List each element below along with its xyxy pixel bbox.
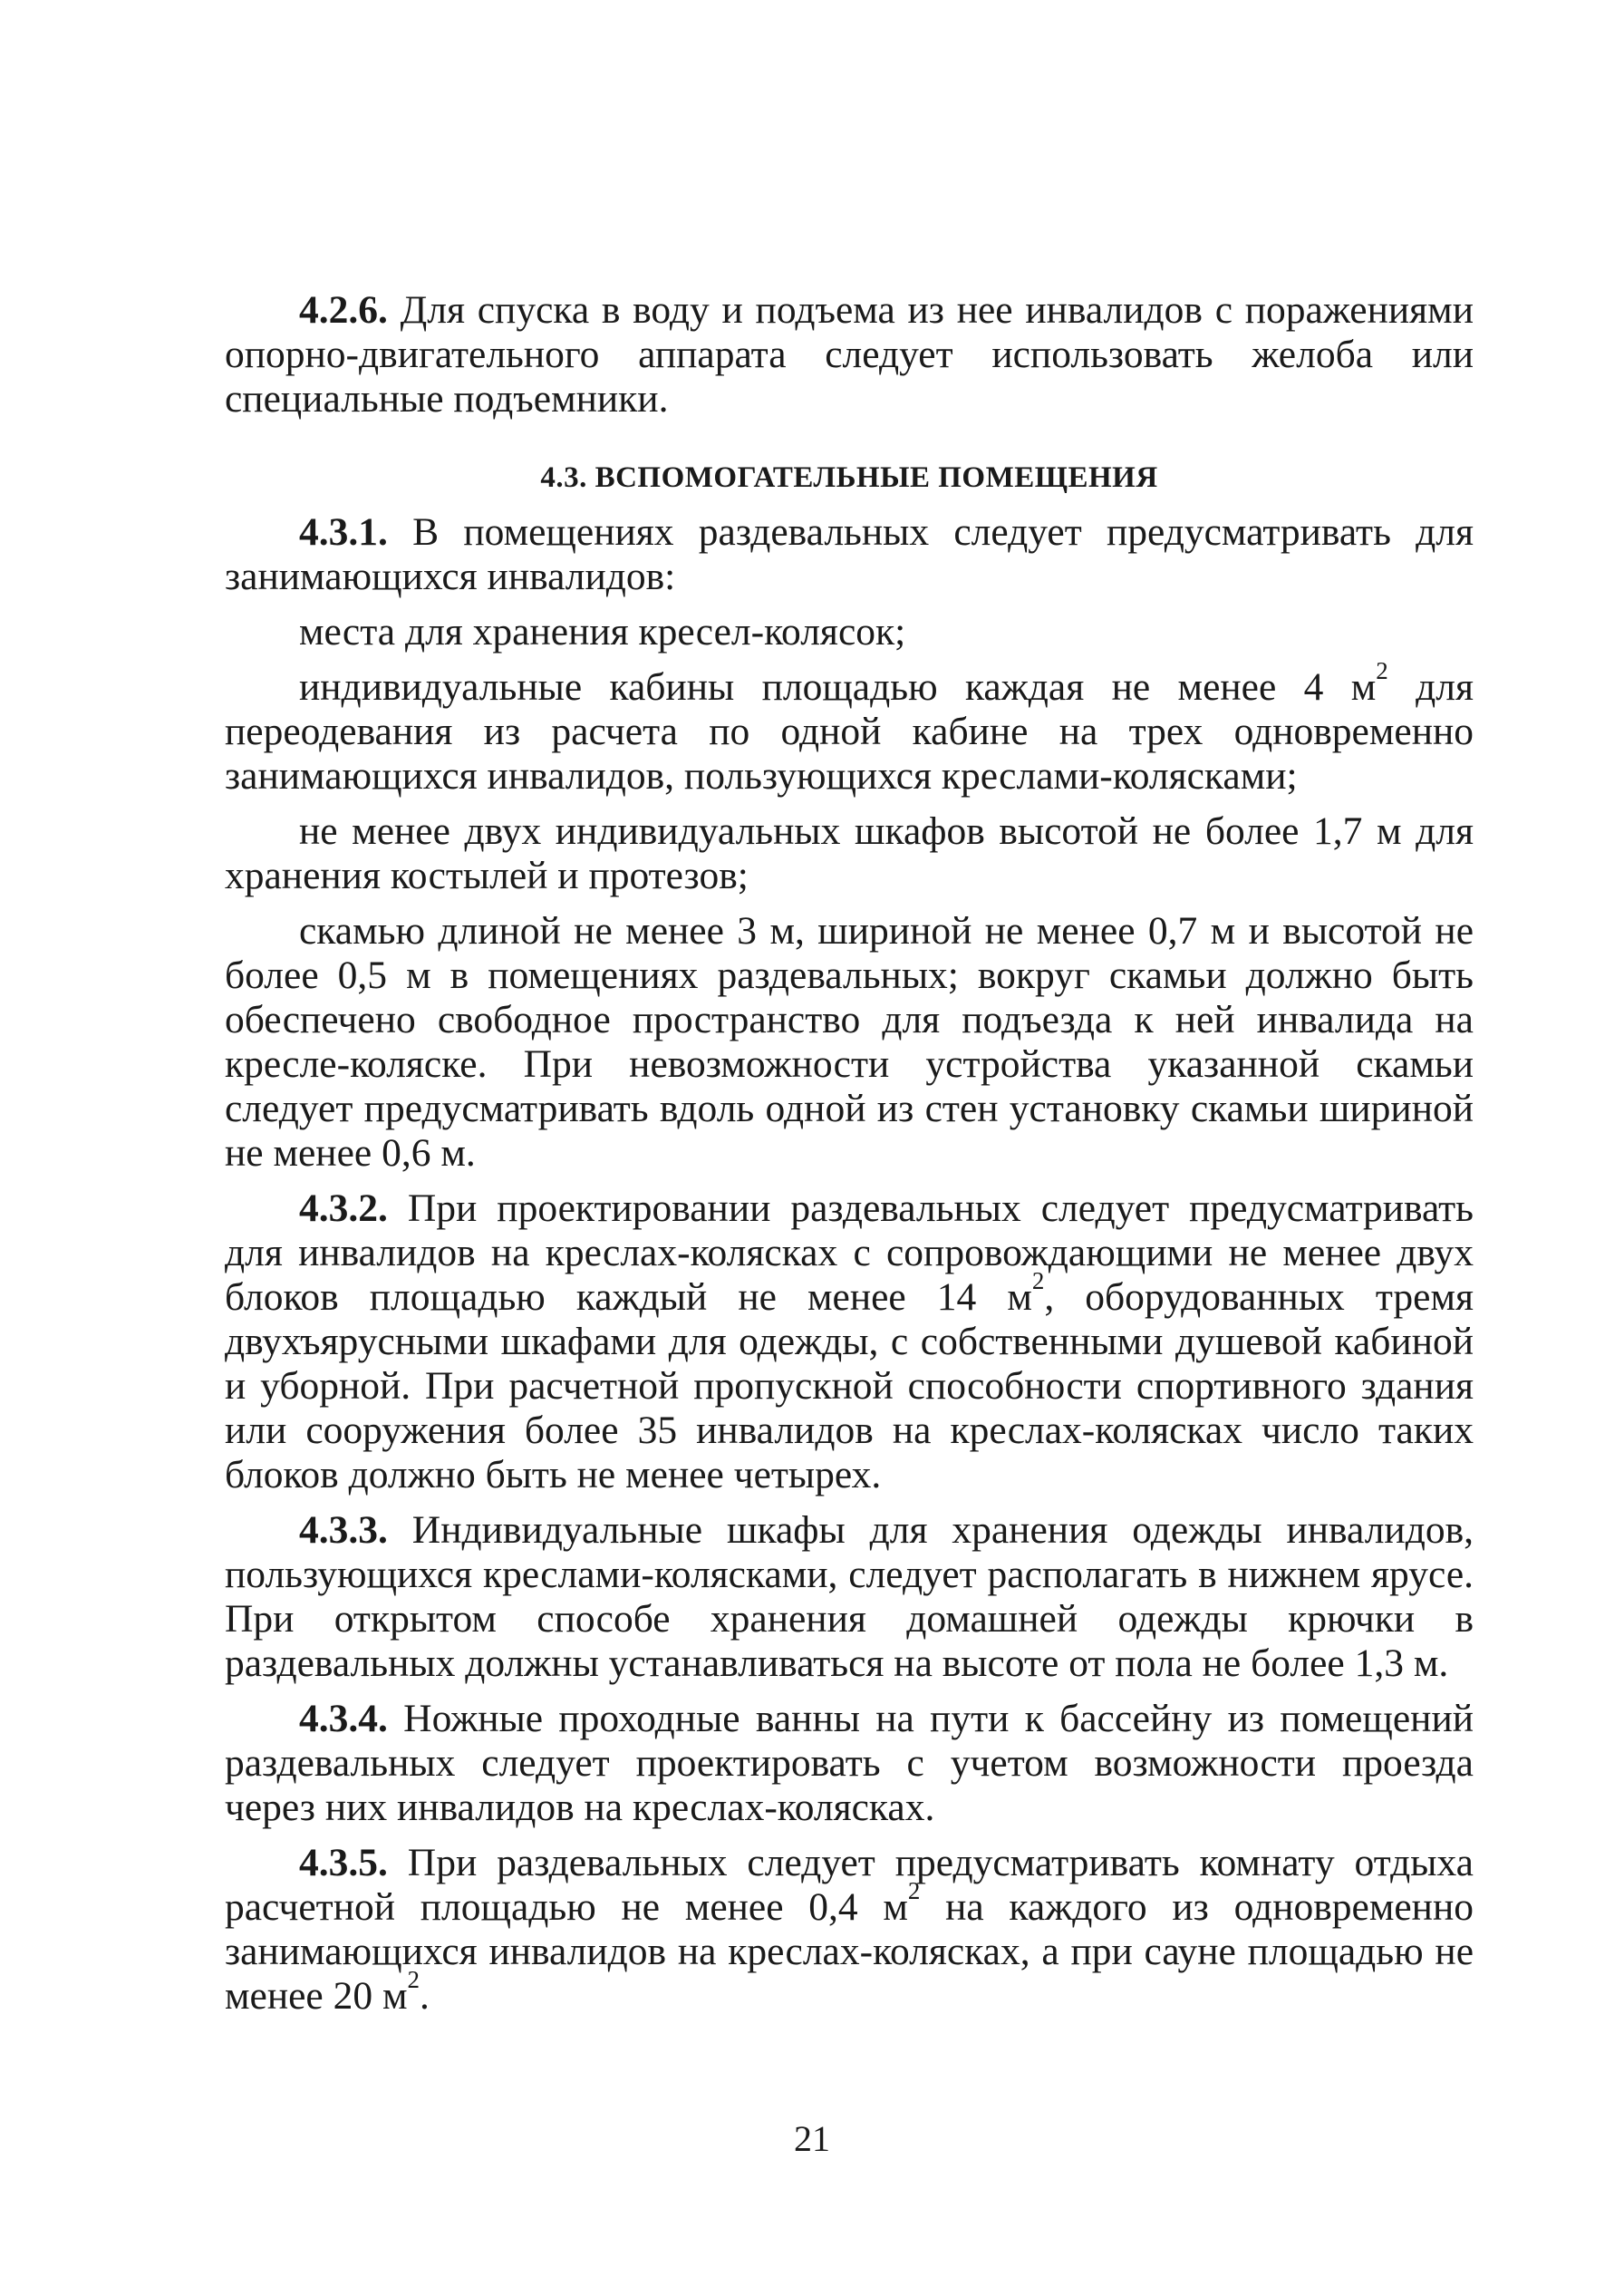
list-item-cabins [225, 657, 1474, 799]
superscript: 2 [1031, 1267, 1045, 1295]
paragraph-4-3-2 [225, 1186, 1474, 1497]
clause-number: 4.3.4. [299, 1697, 388, 1740]
page-number: 21 [794, 2118, 830, 2159]
list-item-text: не менее двух индивидуальных шкафов высотой не более 1,7 м для хранения костылей и протезов; [225, 809, 1474, 897]
clause-text: Индивидуальные шкафы для хранения одежды инвалидов, пользующихся креслами-колясками, следует располагать в нижнем ярусе. При открытом способе хранения домашней одежды крючки в раздевальных должны устанавливаться на высоте от пола не более 1,3 м. [225, 1508, 1474, 1685]
list-item-text: индивидуальные кабины площадью каждая не менее 4 м [299, 665, 1377, 709]
list-item-text-cont: для переодевания из расчета по одной кабине на трех одновременно занимающихся инвалидов, пользующихся креслами-колясками; [225, 665, 1474, 798]
clause-text: Для спуска в воду и подъема из нее инвалидов с поражениями опорно-двигательного аппарата следует использовать желоба или специальные подъемники. [225, 288, 1474, 421]
clause-text-end: . [420, 1974, 430, 2018]
paragraph-4-3-5 [225, 1841, 1474, 2019]
list-item-text: места для хранения кресел-колясок; [299, 610, 906, 654]
list-item-bench [225, 909, 1474, 1176]
list-item-chair-storage [225, 610, 1474, 654]
paragraph-4-3-4 [225, 1697, 1474, 1830]
clause-number: 4.2.6. [299, 288, 388, 332]
section-heading: 4.3. ВСПОМОГАТЕЛЬНЫЕ ПОМЕЩЕНИЯ [540, 461, 1158, 494]
paragraph-4-3-3 [225, 1508, 1474, 1686]
clause-number: 4.3.5. [299, 1841, 388, 1884]
clause-number: 4.3.2. [299, 1186, 388, 1230]
clause-text: Ножные проходные ванны на пути к бассейну из помещений раздевальных следует проектировать с учетом возможности проезда через них инвалидов на креслах-колясках. [225, 1697, 1474, 1829]
paragraph-4-3-1 [225, 510, 1474, 599]
superscript: 2 [407, 1966, 420, 1994]
list-item-lockers [225, 809, 1474, 898]
list-item-text: скамью длиной не менее 3 м, шириной не менее 0,7 м и высотой не более 0,5 м в помещениях раздевальных; вокруг скамьи должно быть обеспечено свободное пространство для подъезда к ней инвалида на кресле-коляске. При невозможности устройства указанной скамьи следует предусматривать вдоль одной из стен установку скамьи шириной не менее 0,6 м. [225, 909, 1474, 1175]
document-page [225, 288, 1474, 2029]
clause-number: 4.3.1. [299, 510, 388, 554]
clause-text: При раздевальных следует предусматривать комнату отдыха расчетной площадью не менее 0,4 м [225, 1841, 1474, 1929]
clause-text-cont: на каждого из одновременно занимающихся инвалидов на креслах-колясках, а при сауне площадью не менее 20 м [225, 1885, 1474, 2018]
clause-number: 4.3.3. [299, 1508, 388, 1552]
paragraph-4-2-6 [225, 288, 1474, 421]
clause-text: В помещениях раздевальных следует предусматривать для занимающихся инвалидов: [225, 510, 1474, 598]
clause-text-cont: , оборудованных тремя двухъярусными шкафами для одежды, с собственными душевой кабиной и уборной. При расчетной пропускной способности спортивного здания или сооружения более 35 инвалидов на креслах-колясках число таких блоков должно быть не менее четырех. [225, 1275, 1474, 1496]
superscript: 2 [1376, 657, 1388, 685]
clause-text: При проектировании раздевальных следует предусматривать для инвалидов на креслах-колясках с сопровождающими не менее двух блоков площадью каждый не менее 14 м [225, 1186, 1474, 1319]
superscript: 2 [907, 1877, 921, 1905]
